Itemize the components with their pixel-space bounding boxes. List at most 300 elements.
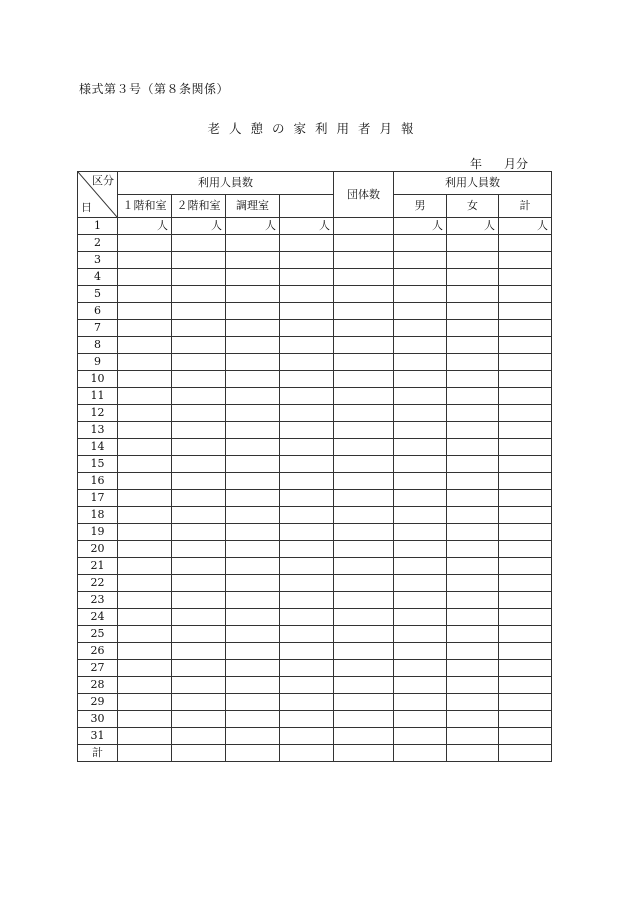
entry-cell (280, 354, 334, 371)
entry-cell (394, 745, 447, 762)
day-number-cell: 19 (78, 524, 118, 541)
entry-cell (118, 252, 172, 269)
entry-cell (447, 660, 499, 677)
entry-cell (447, 439, 499, 456)
entry-cell (499, 371, 552, 388)
monthly-report-table (77, 171, 552, 762)
day-number-cell: 9 (78, 354, 118, 371)
entry-cell (394, 303, 447, 320)
entry-cell (226, 286, 280, 303)
entry-cell (118, 405, 172, 422)
entry-cell (499, 405, 552, 422)
entry-cell (280, 269, 334, 286)
entry-cell (447, 388, 499, 405)
header-row-1 (78, 172, 552, 195)
entry-cell (226, 592, 280, 609)
entry-cell (172, 439, 226, 456)
entry-cell (118, 473, 172, 490)
month-label: 月分 (504, 157, 529, 171)
entry-cell (280, 745, 334, 762)
entry-cell (499, 303, 552, 320)
entry-cell (394, 541, 447, 558)
entry-cell (172, 422, 226, 439)
entry-cell (499, 456, 552, 473)
day-number-cell: 13 (78, 422, 118, 439)
entry-cell (334, 660, 394, 677)
entry-cell (334, 541, 394, 558)
entry-cell (394, 524, 447, 541)
entry-cell (334, 456, 394, 473)
entry-cell (334, 473, 394, 490)
room-header-1: １階和室 (118, 195, 172, 218)
entry-cell (226, 252, 280, 269)
entry-cell (447, 405, 499, 422)
gender-header-female: 女 (447, 195, 499, 218)
entry-cell (280, 456, 334, 473)
entry-cell (172, 677, 226, 694)
entry-cell (118, 677, 172, 694)
entry-cell (118, 575, 172, 592)
entry-cell (226, 507, 280, 524)
entry-cell (394, 354, 447, 371)
entry-cell (334, 592, 394, 609)
day-row (78, 320, 552, 337)
entry-cell (447, 354, 499, 371)
day-row (78, 660, 552, 677)
entry-cell (118, 558, 172, 575)
entry-cell (172, 473, 226, 490)
entry-cell (280, 507, 334, 524)
entry-cell (226, 694, 280, 711)
day-number-cell: 4 (78, 269, 118, 286)
entry-cell (118, 337, 172, 354)
entry-cell (280, 626, 334, 643)
entry-cell (226, 643, 280, 660)
day-number-cell: 8 (78, 337, 118, 354)
entry-cell (172, 490, 226, 507)
entry-cell (447, 524, 499, 541)
entry-cell (280, 524, 334, 541)
day-number-cell: 30 (78, 711, 118, 728)
entry-cell (172, 507, 226, 524)
day-row (78, 456, 552, 473)
corner-category-label: 区分 (92, 174, 114, 187)
day-row (78, 337, 552, 354)
entry-cell (334, 320, 394, 337)
entry-cell (118, 269, 172, 286)
entry-cell (280, 235, 334, 252)
entry-cell (499, 439, 552, 456)
entry-cell (334, 677, 394, 694)
entry-cell (280, 473, 334, 490)
entry-cell (499, 592, 552, 609)
entry-cell (499, 660, 552, 677)
total-label-cell: 計 (78, 745, 118, 762)
entry-cell (334, 711, 394, 728)
entry-cell (226, 439, 280, 456)
entry-cell (499, 575, 552, 592)
day-number-cell: 1 (78, 218, 118, 235)
entry-cell (226, 405, 280, 422)
entry-cell (499, 473, 552, 490)
entry-cell (499, 320, 552, 337)
day-row (78, 643, 552, 660)
entry-cell (394, 252, 447, 269)
day-row (78, 575, 552, 592)
day-row (78, 252, 552, 269)
entry-cell (280, 422, 334, 439)
day-number-cell: 6 (78, 303, 118, 320)
entry-cell (499, 252, 552, 269)
entry-cell (118, 320, 172, 337)
entry-cell (334, 643, 394, 660)
entry-cell (334, 269, 394, 286)
unit-cell: 人 (280, 218, 334, 235)
entry-cell (280, 558, 334, 575)
entry-cell (118, 524, 172, 541)
entry-cell (118, 626, 172, 643)
entry-cell (172, 388, 226, 405)
entry-cell (334, 694, 394, 711)
day-row (78, 558, 552, 575)
unit-cell: 人 (394, 218, 447, 235)
entry-cell (447, 337, 499, 354)
day-row (78, 218, 552, 235)
entry-cell (334, 745, 394, 762)
entry-cell (499, 286, 552, 303)
entry-cell (394, 507, 447, 524)
corner-header-cell (78, 172, 118, 218)
entry-cell (447, 371, 499, 388)
day-row (78, 609, 552, 626)
entry-cell (280, 490, 334, 507)
entry-cell (499, 524, 552, 541)
day-row (78, 388, 552, 405)
entry-cell (226, 303, 280, 320)
entry-cell (226, 337, 280, 354)
day-number-cell: 7 (78, 320, 118, 337)
day-number-cell: 24 (78, 609, 118, 626)
entry-cell (172, 303, 226, 320)
entry-cell (172, 711, 226, 728)
unit-cell: 人 (118, 218, 172, 235)
entry-cell (226, 235, 280, 252)
entry-cell (334, 507, 394, 524)
entry-cell (447, 677, 499, 694)
entry-cell (334, 558, 394, 575)
entry-cell (280, 575, 334, 592)
entry-cell (447, 541, 499, 558)
day-number-cell: 21 (78, 558, 118, 575)
entry-cell (394, 286, 447, 303)
entry-cell (447, 711, 499, 728)
corner-day-label: 日 (81, 201, 92, 214)
day-number-cell: 23 (78, 592, 118, 609)
day-row (78, 524, 552, 541)
day-number-cell: 27 (78, 660, 118, 677)
entry-cell (447, 626, 499, 643)
day-number-cell: 11 (78, 388, 118, 405)
entry-cell (447, 745, 499, 762)
entry-cell (447, 286, 499, 303)
entry-cell (172, 337, 226, 354)
entry-cell (499, 337, 552, 354)
entry-cell (226, 711, 280, 728)
entry-cell (118, 541, 172, 558)
entry-cell (118, 728, 172, 745)
day-row (78, 405, 552, 422)
form-number: 様式第３号（第８条関係） (79, 82, 230, 96)
day-number-cell: 26 (78, 643, 118, 660)
day-row (78, 439, 552, 456)
entry-cell (226, 354, 280, 371)
entry-cell (394, 371, 447, 388)
entry-cell (118, 439, 172, 456)
entry-cell (447, 728, 499, 745)
day-number-cell: 18 (78, 507, 118, 524)
entry-cell (499, 507, 552, 524)
entry-cell (334, 218, 394, 235)
entry-cell (280, 252, 334, 269)
gender-header-male: 男 (394, 195, 447, 218)
entry-cell (447, 473, 499, 490)
day-number-cell: 17 (78, 490, 118, 507)
entry-cell (334, 524, 394, 541)
entry-cell (499, 388, 552, 405)
entry-cell (280, 541, 334, 558)
entry-cell (172, 694, 226, 711)
day-row (78, 473, 552, 490)
entry-cell (280, 677, 334, 694)
entry-cell (118, 694, 172, 711)
day-number-cell: 31 (78, 728, 118, 745)
entry-cell (226, 626, 280, 643)
entry-cell (226, 269, 280, 286)
entry-cell (334, 337, 394, 354)
gender-group-header: 利用人員数 (394, 172, 552, 195)
entry-cell (394, 269, 447, 286)
day-number-cell: 12 (78, 405, 118, 422)
entry-cell (226, 473, 280, 490)
entry-cell (280, 728, 334, 745)
day-row (78, 286, 552, 303)
entry-cell (118, 507, 172, 524)
entry-cell (226, 490, 280, 507)
day-number-cell: 16 (78, 473, 118, 490)
entry-cell (172, 660, 226, 677)
day-row (78, 269, 552, 286)
day-number-cell: 5 (78, 286, 118, 303)
entry-cell (280, 405, 334, 422)
entry-cell (280, 592, 334, 609)
day-number-cell: 14 (78, 439, 118, 456)
entry-cell (499, 728, 552, 745)
entry-cell (226, 660, 280, 677)
entry-cell (499, 711, 552, 728)
entry-cell (334, 490, 394, 507)
entry-cell (226, 609, 280, 626)
entry-cell (394, 694, 447, 711)
entry-cell (118, 609, 172, 626)
entry-cell (334, 286, 394, 303)
entry-cell (394, 439, 447, 456)
entry-cell (499, 677, 552, 694)
entry-cell (334, 422, 394, 439)
entry-cell (172, 456, 226, 473)
entry-cell (172, 558, 226, 575)
day-number-cell: 3 (78, 252, 118, 269)
entry-cell (394, 609, 447, 626)
entry-cell (499, 643, 552, 660)
header-row-2 (78, 195, 552, 218)
entry-cell (394, 592, 447, 609)
entry-cell (280, 609, 334, 626)
entry-cell (226, 320, 280, 337)
entry-cell (447, 303, 499, 320)
unit-cell: 人 (447, 218, 499, 235)
entry-cell (280, 439, 334, 456)
entry-cell (334, 626, 394, 643)
entry-cell (172, 524, 226, 541)
day-row (78, 490, 552, 507)
entry-cell (334, 439, 394, 456)
total-row (78, 745, 552, 762)
entry-cell (226, 541, 280, 558)
entry-cell (280, 303, 334, 320)
year-label: 年 (470, 157, 483, 171)
entry-cell (172, 354, 226, 371)
room-header-3: 調理室 (226, 195, 280, 218)
entry-cell (226, 422, 280, 439)
entry-cell (280, 371, 334, 388)
entry-cell (447, 643, 499, 660)
entry-cell (394, 558, 447, 575)
day-row (78, 728, 552, 745)
entry-cell (172, 643, 226, 660)
entry-cell (280, 694, 334, 711)
entry-cell (172, 592, 226, 609)
entry-cell (118, 711, 172, 728)
day-number-cell: 10 (78, 371, 118, 388)
day-number-cell: 20 (78, 541, 118, 558)
entry-cell (394, 626, 447, 643)
entry-cell (447, 456, 499, 473)
entry-cell (499, 745, 552, 762)
entry-cell (499, 235, 552, 252)
entry-cell (394, 320, 447, 337)
day-row (78, 694, 552, 711)
entry-cell (394, 643, 447, 660)
room-header-4 (280, 195, 334, 218)
entry-cell (280, 711, 334, 728)
entry-cell (118, 456, 172, 473)
day-row (78, 626, 552, 643)
entry-cell (394, 405, 447, 422)
unit-cell: 人 (226, 218, 280, 235)
entry-cell (447, 558, 499, 575)
entry-cell (226, 575, 280, 592)
day-number-cell: 29 (78, 694, 118, 711)
entry-cell (172, 320, 226, 337)
entry-cell (447, 422, 499, 439)
day-number-cell: 28 (78, 677, 118, 694)
period-row (470, 155, 528, 172)
entry-cell (447, 592, 499, 609)
entry-cell (226, 558, 280, 575)
entry-cell (499, 626, 552, 643)
entry-cell (172, 609, 226, 626)
entry-cell (280, 337, 334, 354)
entry-cell (394, 235, 447, 252)
room-header-2: ２階和室 (172, 195, 226, 218)
entry-cell (499, 269, 552, 286)
entry-cell (226, 456, 280, 473)
day-row (78, 541, 552, 558)
entry-cell (172, 371, 226, 388)
entry-cell (280, 286, 334, 303)
entry-cell (499, 541, 552, 558)
group-count-header: 団体数 (334, 172, 394, 218)
day-row (78, 354, 552, 371)
entry-cell (118, 354, 172, 371)
day-number-cell: 25 (78, 626, 118, 643)
entry-cell (394, 422, 447, 439)
entry-cell (499, 558, 552, 575)
entry-cell (334, 388, 394, 405)
entry-cell (394, 490, 447, 507)
entry-cell (394, 728, 447, 745)
entry-cell (394, 456, 447, 473)
day-row (78, 371, 552, 388)
entry-cell (118, 235, 172, 252)
entry-cell (226, 371, 280, 388)
day-row (78, 677, 552, 694)
day-row (78, 592, 552, 609)
day-number-cell: 15 (78, 456, 118, 473)
day-row (78, 235, 552, 252)
entry-cell (280, 320, 334, 337)
entry-cell (280, 388, 334, 405)
entry-cell (118, 286, 172, 303)
entry-cell (447, 269, 499, 286)
entry-cell (118, 371, 172, 388)
entry-cell (447, 575, 499, 592)
entry-cell (172, 728, 226, 745)
unit-cell: 人 (499, 218, 552, 235)
entry-cell (226, 728, 280, 745)
entry-cell (118, 592, 172, 609)
entry-cell (172, 745, 226, 762)
entry-cell (334, 575, 394, 592)
entry-cell (226, 524, 280, 541)
entry-cell (394, 388, 447, 405)
day-row (78, 422, 552, 439)
entry-cell (334, 371, 394, 388)
entry-cell (172, 269, 226, 286)
entry-cell (447, 235, 499, 252)
entry-cell (334, 728, 394, 745)
day-row (78, 507, 552, 524)
entry-cell (394, 575, 447, 592)
entry-cell (334, 354, 394, 371)
entry-cell (172, 252, 226, 269)
entry-cell (172, 405, 226, 422)
entry-cell (280, 643, 334, 660)
entry-cell (447, 507, 499, 524)
entry-cell (280, 660, 334, 677)
usage-group-header: 利用人員数 (118, 172, 334, 195)
entry-cell (394, 660, 447, 677)
